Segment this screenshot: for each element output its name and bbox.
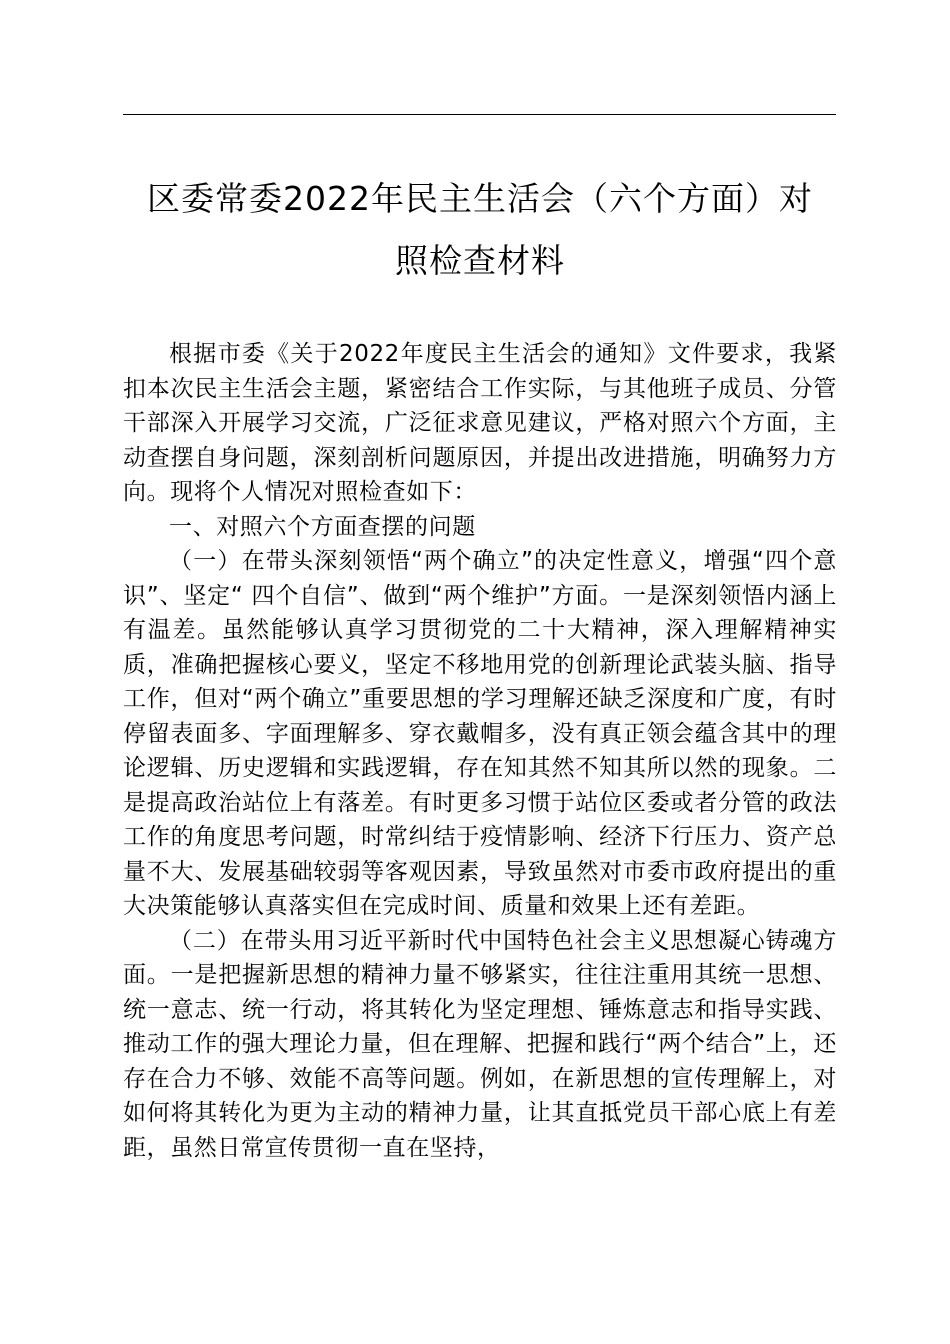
document-body xyxy=(123,337,837,1165)
header-rule xyxy=(123,114,836,115)
section-heading: 一、对照六个方面查摆的问题 xyxy=(169,513,476,540)
intro-paragraph: 根据市委《关于2022年度民主生活会的通知》文件要求，我紧扣本次民主生活会主题，紧密结合工作实际，与其他班子成员、分管干部深入开展学习交流，广泛征求意见建议，严格对照六个方面，主动查摆自身问题，深刻剖析问题原因，并提出改进措施，明确努力方向。现将个人情况对照检查如下： xyxy=(123,341,837,505)
title-line-1: 区委常委2022年民主生活会（六个方面）对 xyxy=(147,179,813,218)
paragraph-item-1: （一）在带头深刻领悟“两个确立”的决定性意义，增强“四个意识”、坚定“ 四个自信”、做到“两个维护”方面。一是深刻领悟内涵上有温差。虽然能够认真学习贯彻党的二十大精神，深入理解精神实质，准确把握核心要义，坚定不移地用党的创新理论武装头脑、指导工作，但对“两个确立”重要思想的学习理解还缺乏深度和广度，有时停留表面多、字面理解多、穿衣戴帽多，没有真正领会蕴含其中的理论逻辑、历史逻辑和实践逻辑，存在知其然不知其所以然的现象。二是提高政治站位上有落差。有时更多习惯于站位区委或者分管的政法工作的角度思考问题，时常纠结于疫情影响、经济下行压力、资产总量不大、发展基础较弱等客观因素，导致虽然对市委市政府提出的重大决策能够认真落实但在完成时间、质量和效果上还有差距。 xyxy=(123,548,837,919)
title-line-2: 照检查材料 xyxy=(395,241,565,280)
paragraph-item-2: （二）在带头用习近平新时代中国特色社会主义思想凝心铸魂方面。一是把握新思想的精神力量不够紧实，往往注重用其统一思想、统一意志、统一行动，将其转化为坚定理想、锤炼意志和指导实践、推动工作的强大理论力量，但在理解、把握和践行“两个结合”上，还存在合力不够、效能不高等问题。例如，在新思想的宣传理解上，对如何将其转化为更为主动的精神力量，让其直抵党员干部心底上有差距，虽然日常宣传贯彻一直在坚持， xyxy=(123,927,837,1161)
document-title xyxy=(120,168,840,292)
